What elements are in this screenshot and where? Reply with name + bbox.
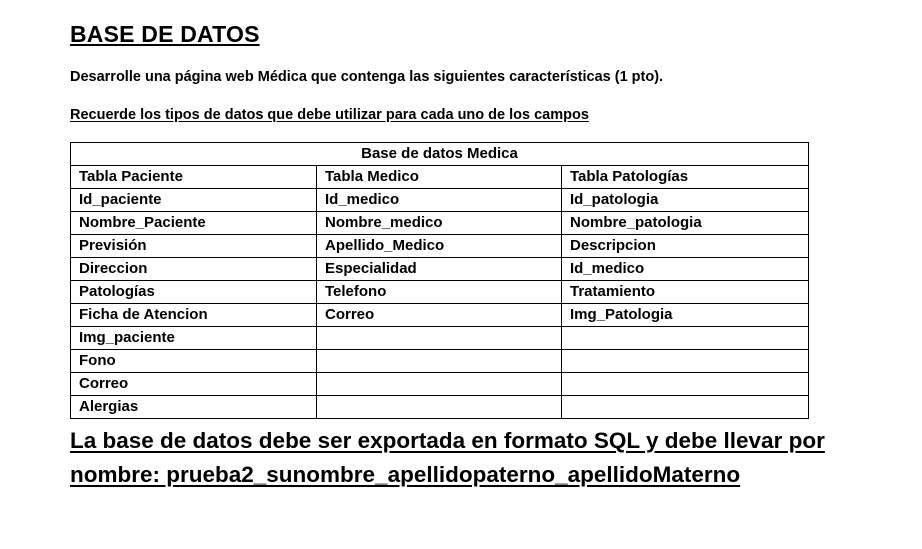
table-cell: Nombre_medico (317, 212, 562, 235)
table-cell: Nombre_patologia (562, 212, 809, 235)
table-caption-row (71, 143, 809, 166)
table-row (71, 373, 809, 396)
header-tabla-patologias: Tabla Patologías (562, 166, 809, 189)
table-cell: Id_medico (562, 258, 809, 281)
table-cell: Especialidad (317, 258, 562, 281)
table-cell: Patologías (71, 281, 317, 304)
table-cell: Correo (317, 304, 562, 327)
table-row (71, 212, 809, 235)
table-row (71, 235, 809, 258)
table-row (71, 304, 809, 327)
table-cell: Apellido_Medico (317, 235, 562, 258)
table-cell (317, 327, 562, 350)
table-header-row (71, 166, 809, 189)
table-row (71, 350, 809, 373)
header-tabla-medico: Tabla Medico (317, 166, 562, 189)
table-row (71, 396, 809, 419)
table-cell: Fono (71, 350, 317, 373)
table-caption: Base de datos Medica (71, 143, 809, 166)
export-instructions-line-1: La base de datos debe ser exportada en formato SQL y debe llevar por (70, 428, 825, 453)
table-cell: Previsión (71, 235, 317, 258)
table-cell (562, 373, 809, 396)
table-row (71, 189, 809, 212)
table-cell: Alergias (71, 396, 317, 419)
table-cell: Direccion (71, 258, 317, 281)
table-cell (317, 350, 562, 373)
table-row (71, 281, 809, 304)
database-table-body (71, 143, 809, 419)
export-instructions (70, 424, 870, 492)
table-cell (317, 396, 562, 419)
reminder-text: Recuerde los tipos de datos que debe utilizar para cada uno de los campos (70, 107, 589, 123)
instruction-text: Desarrolle una página web Médica que contenga las siguientes características (1 pto). (70, 69, 664, 85)
table-cell: Ficha de Atencion (71, 304, 317, 327)
table-cell (562, 327, 809, 350)
table-row (71, 327, 809, 350)
table-cell: Correo (71, 373, 317, 396)
table-cell: Img_Patologia (562, 304, 809, 327)
page-title: BASE DE DATOS (70, 21, 260, 47)
header-tabla-paciente: Tabla Paciente (71, 166, 317, 189)
table-cell (562, 396, 809, 419)
table-cell (562, 350, 809, 373)
database-table (70, 142, 809, 419)
table-cell: Id_paciente (71, 189, 317, 212)
table-cell (317, 373, 562, 396)
table-cell: Tratamiento (562, 281, 809, 304)
table-cell: Telefono (317, 281, 562, 304)
export-instructions-line-2: nombre: prueba2_sunombre_apellidopaterno_apellidoMaterno (70, 462, 741, 487)
table-cell: Descripcion (562, 235, 809, 258)
table-cell: Nombre_Paciente (71, 212, 317, 235)
table-cell: Img_paciente (71, 327, 317, 350)
table-cell: Id_medico (317, 189, 562, 212)
table-cell: Id_patologia (562, 189, 809, 212)
table-row (71, 258, 809, 281)
